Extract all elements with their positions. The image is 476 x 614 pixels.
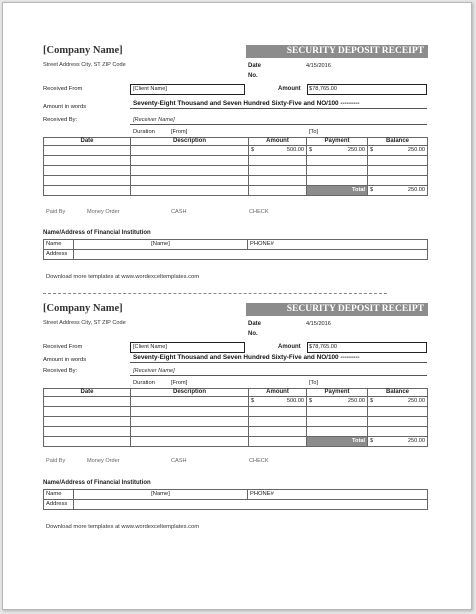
fin-address-row bbox=[44, 250, 428, 260]
total-row bbox=[44, 186, 428, 196]
received-from-label: Received From bbox=[43, 344, 83, 350]
blank-cell bbox=[44, 437, 131, 447]
footer-note: Download more templates at www.wordexceltemplates.com bbox=[46, 274, 200, 280]
financial-institution-heading: Name/Address of Financial Institution bbox=[43, 480, 151, 486]
table-cell[interactable] bbox=[249, 417, 307, 427]
col-balance: Balance bbox=[368, 138, 428, 146]
company-name: [Company Name] bbox=[43, 45, 123, 56]
table-cell[interactable] bbox=[368, 407, 428, 417]
total-value-cell bbox=[368, 186, 428, 196]
amount-value: $78,765.00 bbox=[309, 344, 337, 350]
date-value[interactable]: 4/15/2016 bbox=[306, 63, 331, 69]
date-value[interactable]: 4/15/2016 bbox=[306, 321, 331, 327]
table-cell[interactable] bbox=[368, 156, 428, 166]
table-cell[interactable] bbox=[44, 166, 131, 176]
cash-option[interactable]: CASH bbox=[171, 458, 187, 464]
table-cell[interactable] bbox=[131, 156, 249, 166]
currency-symbol: $ bbox=[251, 147, 255, 153]
table-cell[interactable] bbox=[44, 417, 131, 427]
col-amount: Amount bbox=[249, 389, 307, 397]
fin-address-row bbox=[44, 500, 428, 510]
col-payment: Payment bbox=[307, 389, 368, 397]
duration-label: Duration bbox=[133, 380, 155, 386]
payment-cell[interactable] bbox=[307, 146, 368, 156]
row-balance: 250.00 bbox=[407, 398, 425, 404]
receiver-underline bbox=[130, 124, 427, 125]
currency-symbol: $ bbox=[370, 438, 374, 444]
currency-symbol: $ bbox=[251, 398, 255, 404]
receiver-name[interactable]: [Receiver Name] bbox=[133, 117, 175, 123]
table-cell[interactable] bbox=[307, 176, 368, 186]
address-field[interactable] bbox=[74, 500, 428, 510]
table-cell[interactable] bbox=[131, 176, 249, 186]
receipt-1 bbox=[3, 3, 473, 280]
amount-cell[interactable] bbox=[249, 146, 307, 156]
name-field[interactable]: [Name] bbox=[74, 240, 248, 250]
balance-cell[interactable] bbox=[368, 146, 428, 156]
paid-by-label: Paid By bbox=[46, 209, 66, 215]
table-header-row bbox=[44, 138, 428, 146]
receipt-title: SECURITY DEPOSIT RECEIPT bbox=[246, 45, 428, 58]
receipt-title: SECURITY DEPOSIT RECEIPT bbox=[246, 303, 428, 316]
company-address: Street Address City, ST ZIP Code bbox=[43, 320, 126, 326]
received-by-label: Received By: bbox=[43, 368, 78, 374]
table-cell[interactable] bbox=[131, 397, 249, 407]
table-cell[interactable] bbox=[44, 176, 131, 186]
table-row bbox=[44, 407, 428, 417]
col-date: Date bbox=[44, 138, 131, 146]
table-cell[interactable] bbox=[44, 407, 131, 417]
name-label: Name bbox=[44, 490, 74, 500]
total-label: Total bbox=[307, 437, 368, 447]
col-date: Date bbox=[44, 389, 131, 397]
table-header-row bbox=[44, 389, 428, 397]
currency-symbol: $ bbox=[370, 147, 374, 153]
amount-label: Amount bbox=[278, 86, 301, 92]
row-payment: 250.00 bbox=[347, 398, 365, 404]
table-cell[interactable] bbox=[249, 166, 307, 176]
deposit-table bbox=[43, 388, 428, 447]
blank-cell bbox=[249, 437, 307, 447]
fin-name-row bbox=[44, 240, 428, 250]
table-cell[interactable] bbox=[44, 397, 131, 407]
amount-in-words[interactable]: Seventy-Eight Thousand and Seven Hundred Sixty-Five and NO/100 --------- bbox=[133, 354, 360, 361]
money-order-option[interactable]: Money Order bbox=[87, 209, 120, 215]
company-name: [Company Name] bbox=[43, 303, 123, 314]
table-row bbox=[44, 427, 428, 437]
table-cell[interactable] bbox=[131, 166, 249, 176]
table-cell[interactable] bbox=[307, 156, 368, 166]
table-cell[interactable] bbox=[131, 407, 249, 417]
money-order-option[interactable]: Money Order bbox=[87, 458, 120, 464]
amount-words-label: Amount in words bbox=[43, 357, 87, 363]
check-option[interactable]: CHECK bbox=[249, 458, 269, 464]
company-address: Street Address City, ST ZIP Code bbox=[43, 62, 126, 68]
table-cell[interactable] bbox=[368, 176, 428, 186]
balance-cell[interactable] bbox=[368, 397, 428, 407]
row-amount: 500.00 bbox=[286, 398, 304, 404]
phone-field[interactable]: PHONE# bbox=[248, 240, 428, 250]
receiver-name[interactable]: [Receiver Name] bbox=[133, 368, 175, 374]
currency-symbol: $ bbox=[309, 147, 313, 153]
amount-words-underline bbox=[130, 362, 427, 363]
number-label: No. bbox=[248, 73, 258, 79]
table-cell[interactable] bbox=[44, 146, 131, 156]
currency-symbol: $ bbox=[370, 398, 374, 404]
duration-from[interactable]: [From] bbox=[171, 380, 188, 386]
phone-field[interactable]: PHONE# bbox=[248, 490, 428, 500]
address-label: Address bbox=[44, 250, 74, 260]
date-label: Date bbox=[248, 63, 262, 69]
duration-label: Duration bbox=[133, 129, 155, 135]
total-value: 250.00 bbox=[407, 438, 425, 444]
table-row bbox=[44, 146, 428, 156]
table-cell[interactable] bbox=[249, 176, 307, 186]
currency-symbol: $ bbox=[309, 398, 313, 404]
duration-to[interactable]: [To] bbox=[309, 380, 319, 386]
table-cell[interactable] bbox=[307, 427, 368, 437]
received-by-label: Received By: bbox=[43, 117, 78, 123]
blank-cell bbox=[249, 186, 307, 196]
paid-by-label: Paid By bbox=[46, 458, 66, 464]
table-cell[interactable] bbox=[307, 417, 368, 427]
table-row bbox=[44, 417, 428, 427]
table-cell[interactable] bbox=[368, 417, 428, 427]
table-cell[interactable] bbox=[131, 417, 249, 427]
footer-note: Download more templates at www.wordexceltemplates.com bbox=[46, 524, 200, 530]
blank-cell bbox=[131, 437, 249, 447]
name-label: Name bbox=[44, 240, 74, 250]
blank-cell bbox=[131, 186, 249, 196]
cash-option[interactable]: CASH bbox=[171, 209, 187, 215]
table-row bbox=[44, 166, 428, 176]
row-payment: 250.00 bbox=[347, 147, 365, 153]
financial-institution-heading: Name/Address of Financial Institution bbox=[43, 230, 151, 236]
fin-name-row bbox=[44, 490, 428, 500]
client-name: [Client Name] bbox=[133, 86, 167, 92]
currency-symbol: $ bbox=[370, 187, 374, 193]
amount-words-label: Amount in words bbox=[43, 104, 87, 110]
payment-cell[interactable] bbox=[307, 397, 368, 407]
row-balance: 250.00 bbox=[407, 147, 425, 153]
address-label: Address bbox=[44, 500, 74, 510]
total-label: Total bbox=[307, 186, 368, 196]
table-cell[interactable] bbox=[249, 427, 307, 437]
table-row bbox=[44, 397, 428, 407]
total-value: 250.00 bbox=[407, 187, 425, 193]
receipt-2 bbox=[3, 261, 473, 530]
amount-in-words[interactable]: Seventy-Eight Thousand and Seven Hundred Sixty-Five and NO/100 --------- bbox=[133, 100, 360, 107]
amount-value: $78,765.00 bbox=[309, 86, 337, 92]
document-page bbox=[2, 2, 472, 610]
table-cell[interactable] bbox=[368, 427, 428, 437]
total-value-cell bbox=[368, 437, 428, 447]
financial-institution-table bbox=[43, 489, 428, 510]
check-option[interactable]: CHECK bbox=[249, 209, 269, 215]
table-cell[interactable] bbox=[44, 156, 131, 166]
table-row bbox=[44, 156, 428, 166]
deposit-table bbox=[43, 137, 428, 196]
table-cell[interactable] bbox=[368, 166, 428, 176]
blank-cell bbox=[44, 186, 131, 196]
col-payment: Payment bbox=[307, 138, 368, 146]
address-field[interactable] bbox=[74, 250, 428, 260]
col-balance: Balance bbox=[368, 389, 428, 397]
table-cell[interactable] bbox=[44, 427, 131, 437]
name-field[interactable]: [Name] bbox=[74, 490, 248, 500]
table-cell[interactable] bbox=[131, 427, 249, 437]
col-description: Description bbox=[131, 138, 249, 146]
table-cell[interactable] bbox=[249, 407, 307, 417]
duration-from[interactable]: [From] bbox=[171, 129, 188, 135]
row-amount: 500.00 bbox=[286, 147, 304, 153]
received-from-label: Received From bbox=[43, 86, 83, 92]
col-amount: Amount bbox=[249, 138, 307, 146]
amount-cell[interactable] bbox=[249, 397, 307, 407]
number-label: No. bbox=[248, 331, 258, 337]
financial-institution-table bbox=[43, 239, 428, 260]
amount-label: Amount bbox=[278, 344, 301, 350]
table-cell[interactable] bbox=[249, 156, 307, 166]
receiver-underline bbox=[130, 375, 427, 376]
table-row bbox=[44, 176, 428, 186]
total-row bbox=[44, 437, 428, 447]
table-cell[interactable] bbox=[307, 166, 368, 176]
date-label: Date bbox=[248, 321, 262, 327]
amount-words-underline bbox=[130, 108, 427, 109]
table-cell[interactable] bbox=[131, 146, 249, 156]
table-cell[interactable] bbox=[307, 407, 368, 417]
col-description: Description bbox=[131, 389, 249, 397]
client-name: [Client Name] bbox=[133, 344, 167, 350]
duration-to[interactable]: [To] bbox=[309, 129, 319, 135]
